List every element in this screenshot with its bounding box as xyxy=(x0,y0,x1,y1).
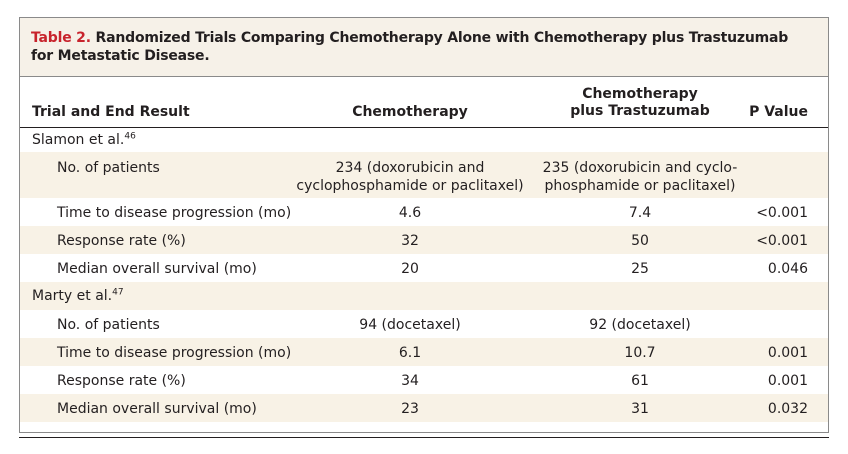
combo-value: 92 (docetaxel) xyxy=(589,317,691,333)
table-row xyxy=(20,338,828,366)
p-value: 0.001 xyxy=(767,345,808,361)
table-row xyxy=(20,310,828,338)
chemo-value xyxy=(290,159,530,195)
chemo-value: 32 xyxy=(401,233,419,249)
row-label: Response rate (%) xyxy=(57,233,186,249)
table-container xyxy=(19,17,829,433)
group-label xyxy=(32,287,124,305)
table-row xyxy=(20,254,828,282)
p-value: <0.001 xyxy=(756,205,808,221)
table-row xyxy=(20,394,828,422)
combo-value-line1: 235 (doxorubicin and cyclo- xyxy=(542,160,738,176)
row-label: Time to disease progression (mo) xyxy=(57,205,292,221)
combo-value xyxy=(528,159,752,195)
column-header-trial: Trial and End Result xyxy=(32,104,190,120)
chemo-value: 4.6 xyxy=(398,205,422,221)
row-label: No. of patients xyxy=(57,160,160,176)
table-caption: Randomized Trials Comparing Chemotherapy Alone with Chemotherapy plus Trastuzumab for Metastatic Disease. xyxy=(31,30,789,64)
table-title-bar xyxy=(20,18,828,77)
group-row-marty xyxy=(20,282,828,310)
chemo-value: 94 (docetaxel) xyxy=(359,317,461,333)
combo-value: 10.7 xyxy=(624,345,656,361)
column-header-combination-line2: plus Trastuzumab xyxy=(570,103,710,119)
chemo-value-line2: cyclophosphamide or paclitaxel) xyxy=(296,178,524,194)
combo-value-line2: phosphamide or paclitaxel) xyxy=(544,178,736,194)
combo-value: 31 xyxy=(631,401,649,417)
p-value: <0.001 xyxy=(756,233,808,249)
table-row xyxy=(20,198,828,226)
row-label: Median overall survival (mo) xyxy=(57,401,257,417)
p-value: 0.001 xyxy=(767,373,808,389)
bottom-divider xyxy=(19,437,829,438)
table-title xyxy=(31,29,811,65)
group-name: Slamon et al. xyxy=(32,132,125,148)
group-label xyxy=(32,131,136,149)
table-row xyxy=(20,226,828,254)
chemo-value: 34 xyxy=(401,373,419,389)
reference-number: 46 xyxy=(124,131,136,142)
table-row xyxy=(20,152,828,198)
p-value: 0.032 xyxy=(767,401,808,417)
p-value: 0.046 xyxy=(767,261,808,277)
combo-value: 50 xyxy=(631,233,649,249)
column-header-p-value: P Value xyxy=(749,104,808,120)
combo-value: 25 xyxy=(631,261,649,277)
chemo-value: 20 xyxy=(401,261,419,277)
chemo-value: 23 xyxy=(401,401,419,417)
chemo-value: 6.1 xyxy=(398,345,422,361)
row-label: Time to disease progression (mo) xyxy=(57,345,292,361)
column-header-combination-line1: Chemotherapy xyxy=(582,86,698,102)
table-row xyxy=(20,366,828,394)
row-label: Median overall survival (mo) xyxy=(57,261,257,277)
reference-number: 47 xyxy=(112,287,124,298)
chemo-value-line1: 234 (doxorubicin and xyxy=(335,160,485,176)
row-label: No. of patients xyxy=(57,317,160,333)
group-row-slamon xyxy=(20,128,828,152)
row-label: Response rate (%) xyxy=(57,373,186,389)
combo-value: 61 xyxy=(631,373,649,389)
column-header-combination xyxy=(528,86,752,120)
combo-value: 7.4 xyxy=(628,205,652,221)
table-number: Table 2. xyxy=(31,30,91,46)
column-header-chemotherapy: Chemotherapy xyxy=(352,104,468,120)
group-name: Marty et al. xyxy=(32,288,113,304)
